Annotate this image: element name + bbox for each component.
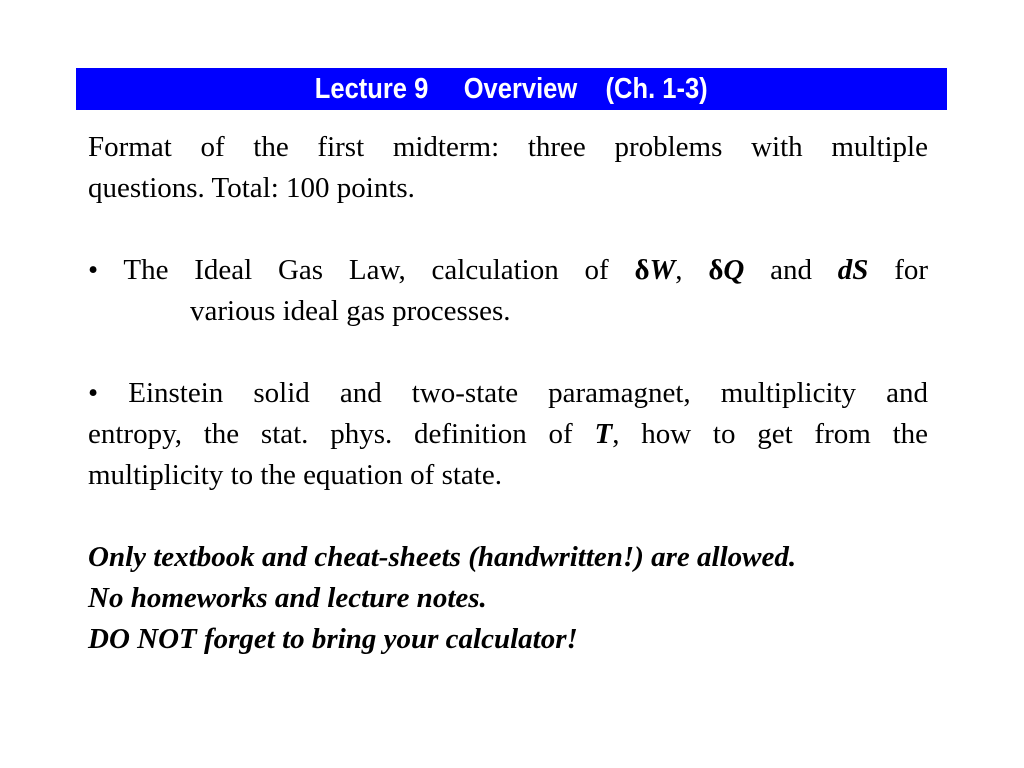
exam-rules — [88, 537, 928, 660]
bullet-einstein-line-3: multiplicity to the equation of state. — [88, 459, 502, 491]
bullet-einstein-solid — [88, 373, 928, 496]
rule-allowed-materials: Only textbook and cheat-sheets (handwritten!) are allowed. — [88, 541, 797, 573]
bullet-ideal-gas-line-1 — [88, 250, 928, 291]
delta-symbol: δ — [708, 254, 724, 286]
spacer — [88, 209, 928, 250]
separator: , — [675, 254, 709, 286]
spacer — [88, 496, 928, 537]
bullet-icon: • — [88, 254, 99, 286]
bullet-text: The Ideal Gas Law, calculation of — [123, 254, 635, 286]
exam-format-line-2: questions. Total: 100 points. — [88, 172, 415, 204]
bullet-icon: • — [88, 377, 99, 409]
temperature-symbol: T — [594, 418, 613, 450]
rule-disallowed-materials: No homeworks and lecture notes. — [88, 582, 487, 614]
slide-title: Lecture 9 Overview (Ch. 1-3) — [315, 72, 708, 105]
slide-body — [88, 127, 928, 660]
work-symbol: W — [649, 254, 676, 286]
exam-format-paragraph — [88, 127, 928, 209]
bullet-ideal-gas-line-2: various ideal gas processes. — [190, 295, 511, 327]
spacer — [88, 332, 928, 373]
conjunction: and — [770, 254, 838, 286]
bullet-einstein-line-2 — [88, 414, 928, 455]
bullet-text-suffix: , how to get from the — [612, 418, 929, 450]
bullet-text-suffix: for — [894, 254, 929, 286]
entropy-symbol: dS — [837, 254, 869, 286]
heat-symbol: Q — [723, 254, 745, 286]
bullet-einstein-line-1 — [88, 373, 928, 414]
bullet-text: Einstein solid and two-state paramagnet, multiplicity and — [128, 377, 928, 409]
exam-format-line-1: Format of the first midterm: three problems with multiple — [88, 131, 928, 163]
bullet-ideal-gas — [88, 250, 928, 332]
delta-symbol: δ — [634, 254, 650, 286]
slide-title-bar — [76, 68, 947, 110]
rule-calculator: DO NOT forget to bring your calculator! — [88, 623, 578, 655]
bullet-text: entropy, the stat. phys. definition of — [88, 418, 595, 450]
